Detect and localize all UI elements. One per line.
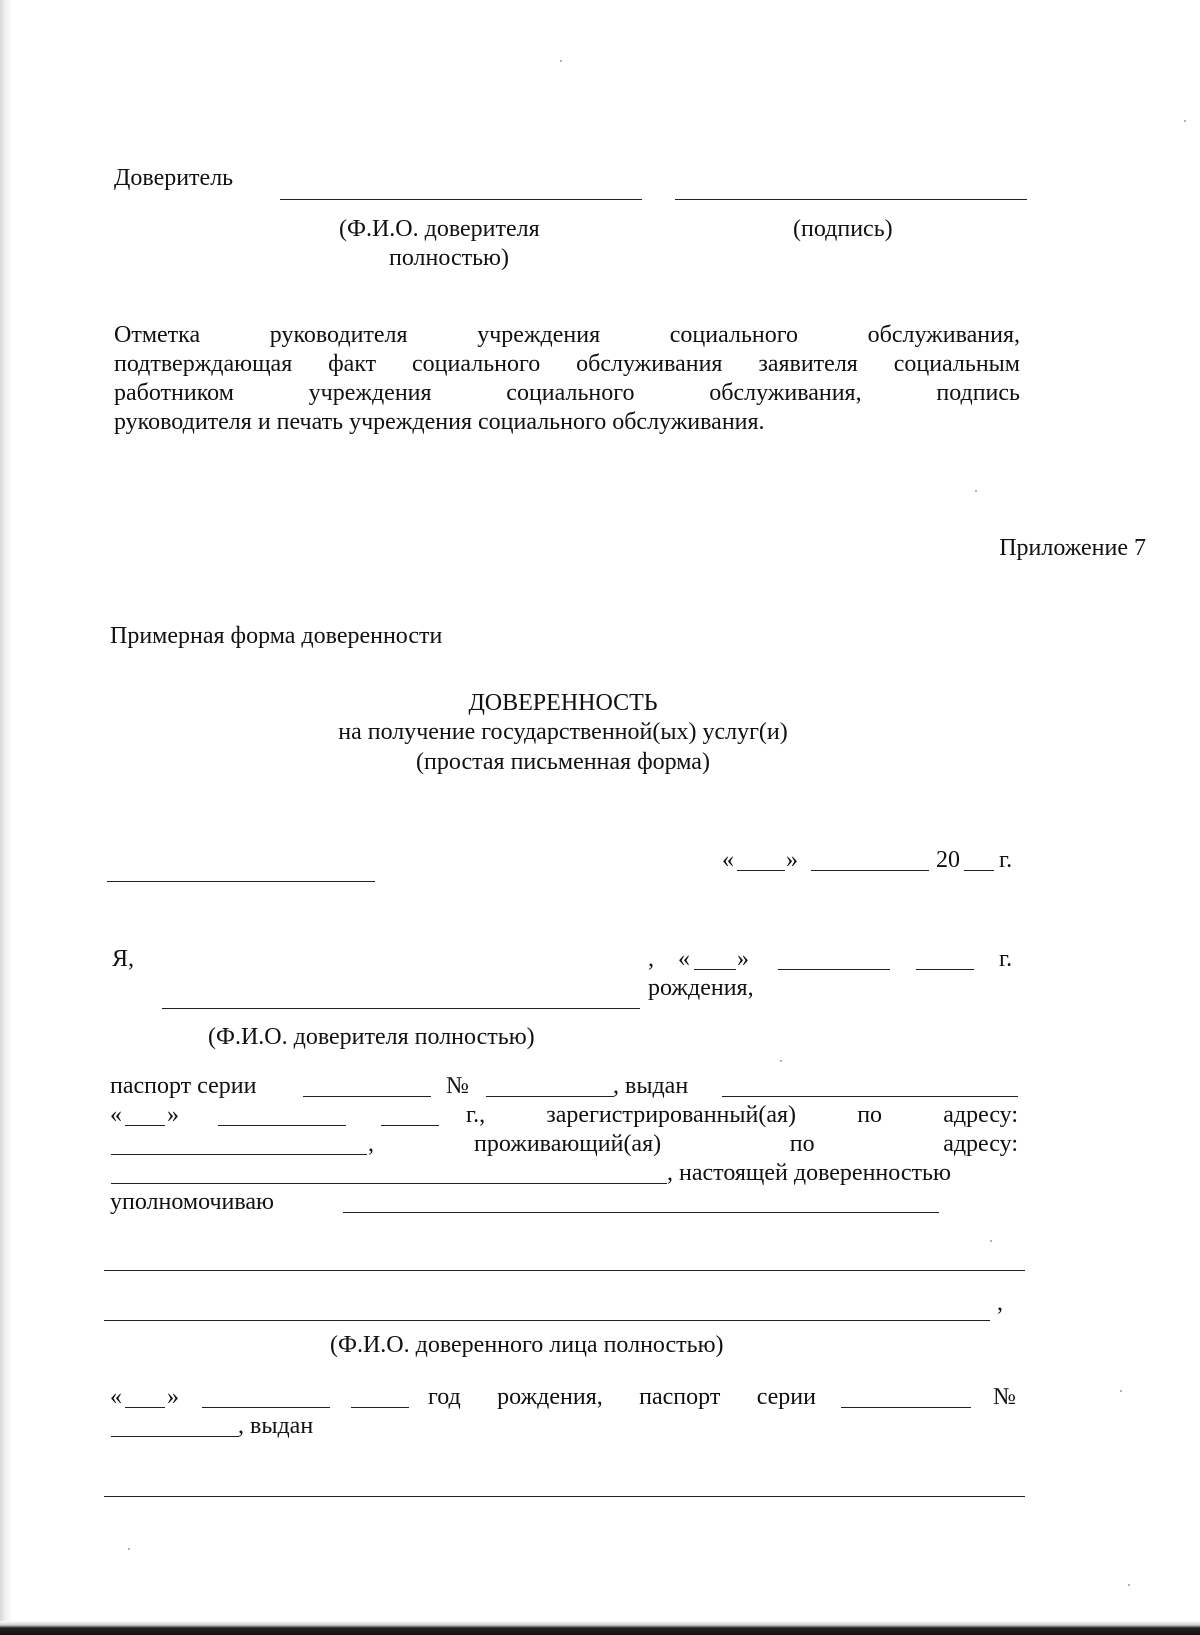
manager-note-line-4: руководителя и печать учреждения социального обслуживания. [114,409,765,435]
registered-address-label: г., зарегистрированный(ая) по адресу: [466,1102,1018,1128]
appendix-label: Приложение 7 [999,535,1146,561]
birth-month-blank [778,969,890,970]
form-label: Примерная форма доверенности [110,623,443,649]
birth-open-quote: « [678,946,690,972]
manager-note [114,321,1020,437]
manager-note-line-2: подтверждающая факт социального обслуживания заявителя социальным [114,351,1020,377]
grantor-fio-line [280,199,642,200]
trustee-open-quote: « [110,1384,122,1410]
date-month-blank [811,870,929,871]
trustee-issued-label: , выдан [238,1413,314,1439]
grantor-fio-caption-1: (Ф.И.О. доверителя [339,216,540,242]
date-year-prefix: 20 [936,847,960,873]
scan-bottom-edge [0,1621,1200,1635]
authorize-label: уполномочиваю [110,1189,274,1215]
trustee-line-3 [104,1320,990,1321]
document-subtitle: на получение государственной(ых) услуг(и) [338,719,788,745]
scan-speck [1120,1390,1122,1392]
issue-day-blank [125,1125,165,1126]
trustee-issued-line [104,1496,1025,1497]
scan-speck [1184,120,1186,122]
issue-close-quote: » [167,1102,179,1128]
pronoun-i: Я, [112,946,135,972]
passport-issued-label: , выдан [613,1073,689,1099]
passport-series-blank [303,1096,431,1097]
issue-month-blank [218,1125,346,1126]
trustee-fio-caption: (Ф.И.О. доверенного лица полностью) [330,1332,724,1358]
trustee-trailing-comma: , [997,1290,1003,1316]
authorize-phrase: , настоящей доверенностью [667,1160,951,1186]
document-form-type: (простая письменная форма) [416,749,710,775]
date-close-quote: » [786,847,798,873]
passport-number-sign: № [446,1073,469,1099]
birth-close-quote: » [737,946,749,972]
birth-day-blank [694,969,736,970]
grantor-signature-caption: (подпись) [793,216,893,242]
registered-comma: , [368,1131,374,1157]
grantor-signature-line [675,199,1027,200]
manager-note-line-3: работником учреждения социального обслуживания, подпись [114,380,1020,406]
registered-address-blank [111,1154,367,1155]
scan-speck [560,60,562,62]
date-day-blank [737,870,785,871]
trustee-passport-series-blank [841,1407,971,1408]
scan-speck [990,1240,992,1242]
date-year-suffix: г. [999,847,1013,873]
birth-label: рождения, [648,975,754,1001]
residing-address-label: проживающий(ая) по адресу: [474,1131,1018,1157]
place-line [107,881,375,882]
scan-speck [1128,1584,1130,1586]
trustee-year-blank [351,1407,409,1408]
trustee-birth-passport-label: год рождения, паспорт серии [428,1384,816,1410]
scan-speck [128,1548,130,1550]
trustee-close-quote: » [167,1384,179,1410]
passport-issued-blank [722,1096,1018,1097]
trustee-line-1 [343,1212,939,1213]
person-fio-caption: (Ф.И.О. доверителя полностью) [208,1024,535,1050]
date-year-blank [964,870,994,871]
passport-number-blank [486,1096,614,1097]
scan-speck [975,490,977,492]
grantor-fio-caption-2: полностью) [389,245,509,271]
trustee-number-sign: № [993,1384,1016,1410]
issue-open-quote: « [110,1102,122,1128]
issue-year-blank [381,1125,439,1126]
grantor-label: Доверитель [114,165,234,191]
trustee-month-blank [202,1407,330,1408]
scan-left-edge [0,0,12,1635]
residing-address-blank [111,1183,667,1184]
trustee-number-blank [111,1436,239,1437]
person-comma: , [648,946,654,972]
date-open-quote: « [722,847,734,873]
trustee-day-blank [125,1407,165,1408]
birth-year-suffix: г. [999,946,1013,972]
manager-note-line-1: Отметка руководителя учреждения социального обслуживания, [114,322,1020,348]
document-title: ДОВЕРЕННОСТЬ [468,690,658,716]
passport-series-label: паспорт серии [110,1073,257,1099]
trustee-line-2 [104,1270,1025,1271]
birth-year-blank [916,969,974,970]
scan-speck [780,1060,782,1062]
person-fio-line [162,1008,640,1009]
